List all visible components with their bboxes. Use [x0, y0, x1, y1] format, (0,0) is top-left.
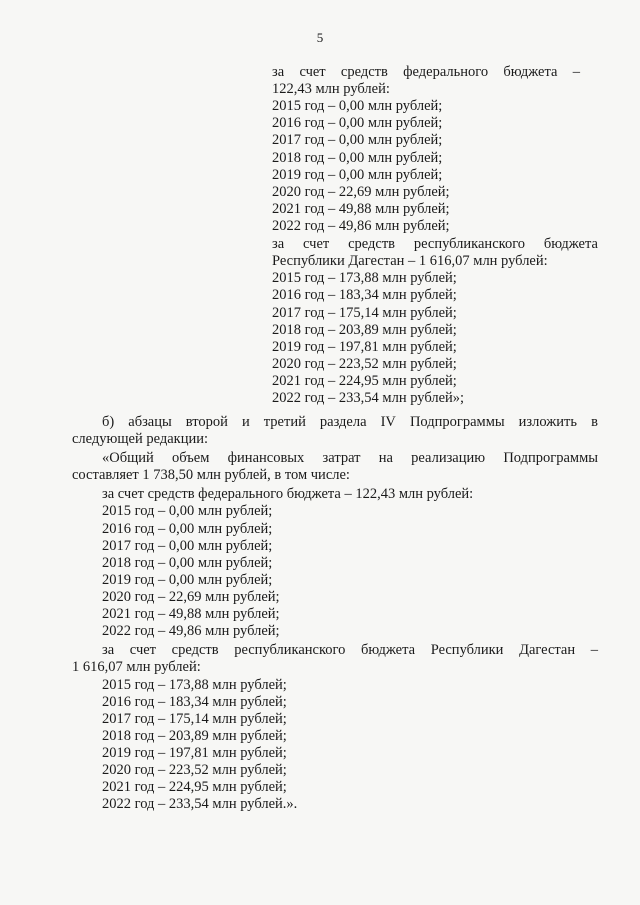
year-line: 2018 год – 203,89 млн рублей; [272, 322, 457, 338]
word: затрат [322, 450, 361, 466]
year-line: 2022 год – 233,54 млн рублей.». [102, 796, 298, 812]
republic-heading-line2: Республики Дагестан – 1 616,07 млн рублей: [272, 253, 548, 269]
year-line: 2020 год – 22,69 млн рублей; [272, 184, 450, 200]
republic2-line1 [102, 642, 598, 659]
year-line: 2015 год – 173,88 млн рублей; [102, 677, 287, 693]
year-line: 2016 год – 0,00 млн рублей; [272, 115, 443, 131]
word: республиканского [234, 642, 346, 658]
word: счет [299, 64, 326, 80]
year-line: 2021 год – 49,88 млн рублей; [102, 606, 280, 622]
total-line1 [102, 450, 598, 467]
federal-heading-line2: 122,43 млн рублей: [272, 81, 390, 97]
word: средств [171, 642, 219, 658]
word: Подпрограммы [409, 414, 505, 430]
word: объем [172, 450, 210, 466]
year-line: 2017 год – 0,00 млн рублей; [272, 132, 443, 148]
word: третий [263, 414, 306, 430]
year-line: 2021 год – 49,88 млн рублей; [272, 201, 450, 217]
year-line: 2016 год – 183,34 млн рублей; [272, 287, 457, 303]
word: федерального [403, 64, 489, 80]
word: «Общий [102, 450, 154, 466]
year-line: 2018 год – 0,00 млн рублей; [272, 150, 443, 166]
year-line: 2022 год – 49,86 млн рублей; [102, 623, 280, 639]
year-line: 2016 год – 0,00 млн рублей; [102, 521, 273, 537]
word: Дагестан [519, 642, 576, 658]
year-line: 2015 год – 0,00 млн рублей; [272, 98, 443, 114]
page-number: 5 [316, 30, 324, 45]
year-line: 2019 год – 0,00 млн рублей; [272, 167, 443, 183]
word: счет [303, 236, 330, 252]
year-line: 2022 год – 233,54 млн рублей»; [272, 390, 465, 406]
year-line: 2021 год – 224,95 млн рублей; [272, 373, 457, 389]
year-line: 2020 год – 22,69 млн рублей; [102, 589, 280, 605]
year-line: 2016 год – 183,34 млн рублей; [102, 694, 287, 710]
word: в [591, 414, 598, 430]
year-line: 2022 год – 49,86 млн рублей; [272, 218, 450, 234]
word: абзацы [128, 414, 172, 430]
federal-full-line: за счет средств федерального бюджета – 122,43 млн рублей: [102, 486, 474, 502]
word: IV [380, 414, 396, 430]
word: за [102, 642, 115, 658]
year-line: 2019 год – 0,00 млн рублей; [102, 572, 273, 588]
word: счет [129, 642, 157, 658]
word: бюджета [503, 64, 558, 80]
word: раздела [319, 414, 367, 430]
year-line: 2017 год – 175,14 млн рублей; [102, 711, 287, 727]
word: изложить [518, 414, 578, 430]
word: на [378, 450, 393, 466]
year-line: 2015 год – 173,88 млн рублей; [272, 270, 457, 286]
word: республиканского [413, 236, 526, 252]
word: за [272, 236, 285, 252]
word: – [572, 64, 580, 80]
word: Республики [430, 642, 504, 658]
word: финансовых [227, 450, 305, 466]
total-line2: составляет 1 738,50 млн рублей, в том числе: [72, 467, 350, 483]
republic-heading-line1 [272, 236, 598, 253]
word: б) [102, 414, 115, 430]
republic2-line2: 1 616,07 млн рублей: [72, 659, 201, 675]
word: – [590, 642, 598, 658]
year-line: 2018 год – 0,00 млн рублей; [102, 555, 273, 571]
year-line: 2020 год – 223,52 млн рублей; [102, 762, 287, 778]
word: средств [340, 64, 388, 80]
year-line: 2017 год – 175,14 млн рублей; [272, 305, 457, 321]
word: за [272, 64, 285, 80]
federal-heading-line1 [272, 64, 580, 81]
year-line: 2015 год – 0,00 млн рублей; [102, 503, 273, 519]
word: второй [185, 414, 228, 430]
year-line: 2019 год – 197,81 млн рублей; [272, 339, 457, 355]
year-line: 2021 год – 224,95 млн рублей; [102, 779, 287, 795]
word: Подпрограммы [503, 450, 598, 466]
word: средств [348, 236, 396, 252]
year-line: 2020 год – 223,52 млн рублей; [272, 356, 457, 372]
year-line: 2017 год – 0,00 млн рублей; [102, 538, 273, 554]
word: и [241, 414, 250, 430]
word: бюджета [361, 642, 416, 658]
word: бюджета [543, 236, 598, 252]
year-line: 2019 год – 197,81 млн рублей; [102, 745, 287, 761]
word: реализацию [411, 450, 486, 466]
para-b-line2: следующей редакции: [72, 431, 209, 447]
para-b-line1 [102, 414, 598, 431]
year-line: 2018 год – 203,89 млн рублей; [102, 728, 287, 744]
